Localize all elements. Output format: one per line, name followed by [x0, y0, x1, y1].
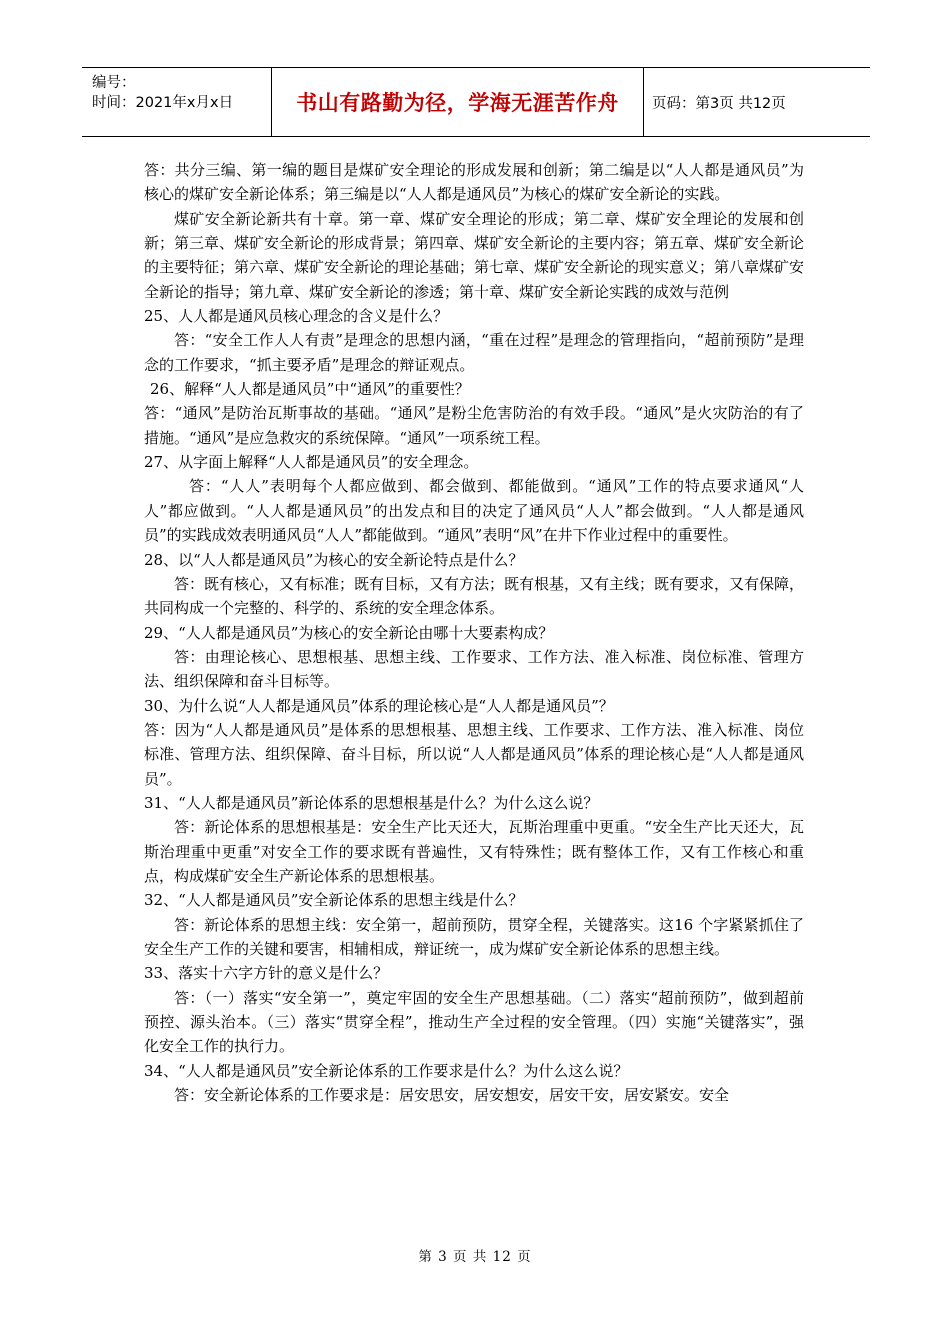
answer-paragraph: 答：（一）落实“安全第一”，奠定牢固的安全生产思想基础。（二）落实“超前预防”，做到超前预控、源头治本。（三）落实“贯穿全程”，推动生产全过程的安全管理。（四）实施“关键落实”，强化安全工作的执行力。 [144, 988, 804, 1056]
header-page-info: 页码：第3页 共12页 [652, 95, 786, 112]
answer-paragraph: 答：由理论核心、思想根基、思想主线、工作要求、工作方法、准入标准、岗位标准、管理方法、组织保障和奋斗目标等。 [144, 647, 804, 691]
question-paragraph: 31、“人人都是通风员”新论体系的思想根基是什么？为什么这么说？ [144, 793, 599, 812]
answer-paragraph: 答：共分三编、第一编的题目是煤矿安全理论的形成发展和创新；第二编是以“人人都是通风员”为核心的煤矿安全新论体系；第三编是以“人人都是通风员”为核心的煤矿安全新论的实践。 [144, 161, 804, 204]
question-paragraph: 29、“人人都是通风员”为核心的安全新论由哪十大要素构成？ [144, 623, 554, 642]
body-paragraph: 煤矿安全新论新共有十章。第一章、煤矿安全理论的形成；第二章、煤矿安全理论的发展和创新；第三章、煤矿安全新论的形成背景；第四章、煤矿安全新论的主要内容；第五章、煤矿安全新论的主要特征；第六章、煤矿安全新论的理论基础；第七章、煤矿安全新论的现实意义；第八章煤矿安全新论的指导；第九章、煤矿安全新论的渗透；第十章、煤矿安全新论实践的成效与范例 [144, 209, 805, 301]
answer-paragraph: 答：“人人”表明每个人都应做到、都会做到、都能做到。“通风”工作的特点要求通风“人人”都应做到。“人人都是通风员”的出发点和目的决定了通风员“人人”都会做到。“人人都是通风员”的实践成效表明通风员“人人”都能做到。“通风”表明“风”在井下作业过程中的重要性。 [144, 477, 804, 545]
header-meta-cell [82, 68, 272, 136]
document-date: 时间：2021年x月x日 [92, 95, 234, 111]
answer-paragraph: 答：安全新论体系的工作要求是：居安思安，居安想安，居安干安，居安紧安。安全 [174, 1086, 730, 1105]
question-paragraph: 28、以“人人都是通风员”为核心的安全新论特点是什么？ [144, 550, 524, 569]
question-paragraph: 30、为什么说“人人都是通风员”体系的理论核心是“人人都是通风员”？ [144, 696, 614, 715]
question-paragraph: 32、“人人都是通风员”安全新论体系的思想主线是什么？ [144, 891, 524, 910]
answer-paragraph: 答：新论体系的思想根基是：安全生产比天还大，瓦斯治理重中更重。“安全生产比天还大，瓦斯治理重中更重”对安全工作的要求既有普遍性，又有特殊性；既有整体工作，又有工作核心和重点，构成煤矿安全生产新论体系的思想根基。 [144, 818, 804, 885]
document-body [144, 158, 804, 1107]
header-page-cell [644, 68, 870, 136]
answer-paragraph: 答：既有核心，又有标准；既有目标，又有方法；既有根基，又有主线；既有要求，又有保障，共同构成一个完整的、科学的、系统的安全理念体系。 [144, 574, 805, 618]
question-paragraph: 26、解释“人人都是通风员”中“通风”的重要性？ [150, 380, 470, 399]
question-paragraph: 25、人人都是通风员核心理念的含义是什么？ [144, 307, 449, 326]
page-header [82, 67, 870, 137]
question-paragraph: 34、“人人都是通风员”安全新论体系的工作要求是什么？为什么这么说？ [144, 1061, 629, 1080]
page-footer: 第 3 页 共 12 页 [418, 1249, 532, 1265]
answer-paragraph: 答：新论体系的思想主线：安全第一，超前预防，贯穿全程，关键落实。这16 个字紧紧抓住了安全生产工作的关键和要害，相辅相成，辩证统一，成为煤矿安全新论体系的思想主线。 [144, 915, 804, 958]
header-motto-cell [272, 68, 644, 136]
answer-paragraph: 答：“通风”是防治瓦斯事故的基础。“通风”是粉尘危害防治的有效手段。“通风”是火灾防治的有了措施。“通风”是应急救灾的系统保障。“通风”一项系统工程。 [144, 404, 804, 447]
question-paragraph: 27、从字面上解释“人人都是通风员”的安全理念。 [144, 453, 479, 472]
question-paragraph: 33、落实十六字方针的意义是什么？ [144, 964, 389, 983]
document-number-label: 编号： [92, 75, 136, 91]
header-motto: 书山有路勤为径，学海无涯苦作舟 [296, 91, 619, 115]
answer-paragraph: 答：因为“人人都是通风员”是体系的思想根基、思想主线、工作要求、工作方法、准入标准、岗位标准、管理方法、组织保障、奋斗目标，所以说“人人都是通风员”体系的理论核心是“人人都是通风员”。 [144, 720, 804, 788]
answer-paragraph: 答：“安全工作人人有责”是理念的思想内涵，“重在过程”是理念的管理指向，“超前预防”是理念的工作要求，“抓主要矛盾”是理念的辩证观点。 [144, 331, 804, 374]
